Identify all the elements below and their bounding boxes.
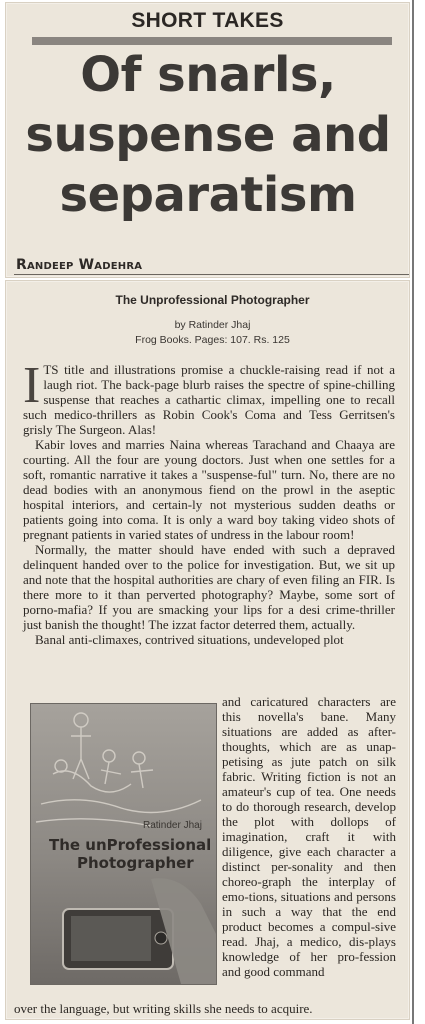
headline-line-3: separatism: [59, 167, 357, 223]
byline: [16, 257, 142, 273]
article-paragraph-3: Normally, the matter should have ended with such a depraved delinquent handed over to the police for investigation. But, we sit up and note that the hospital authorities are chary of even filing an FIR. Is there more to it than perverted photography? Maybe, some sort of porno-mafia? If you are smacking your lips for a desi crime-thriller just banish the thought! The izzat factor deterred them, actually.: [23, 542, 395, 632]
book-title: The Unprofessional Photographer: [115, 293, 310, 307]
article-paragraph-4-side: and caricatured characters are this novella's bane. Many situations are added as after-thoughts, which are as unap-petising as jute patch on silk fabric. Writing fiction is not an amateur's cup of tea. One needs to do thorough research, develop the plot with dollops of imagination, craft it with diligence, give each character a distinct per-sonality and then choreo-graph the interplay of emo-tions, situations and persons in such a way that the end product becomes a compul-sive read. Jhaj, a medico, dis-plays knowledge of her pro-fession and good command: [222, 694, 396, 979]
byline-name: Randeep Wadehra: [16, 257, 143, 273]
section-rule: [32, 37, 392, 45]
book-publisher-info: Frog Books. Pages: 107. Rs. 125: [135, 334, 290, 346]
headline-line-1: Of snarls,: [80, 47, 336, 103]
book-cover-image: [30, 703, 217, 985]
drop-cap: I: [23, 357, 41, 414]
cover-author: Ratinder Jhaj: [143, 820, 202, 831]
headline: [12, 45, 404, 225]
headline-clipping: [5, 2, 410, 278]
article-body-side-column: [222, 694, 396, 979]
section-tag: SHORT TAKES: [131, 9, 284, 32]
byline-rule: [14, 274, 409, 275]
cover-title-line-1: The unProfessional: [49, 836, 212, 854]
article-last-line: over the language, but writing skills she needs to acquire.: [14, 1001, 313, 1016]
headline-line-2: suspense and: [25, 107, 391, 163]
cover-title-line-2: Photographer: [77, 854, 194, 872]
book-author: by Ratinder Jhaj: [174, 319, 251, 331]
article-body-main: [23, 357, 395, 647]
article-paragraph-2: Kabir loves and marries Naina whereas Tarachand and Chaaya are courting. All the four are young doctors. Just when one settles for a soft, romantic narrative it takes a "suspense-ful" turn. No, there are no dead bodies with an anonymous fiend on the prowl in the aseptic hospital interiors, and certain-ly not mysterious sudden deaths or patients going into coma. It is only a ward boy taking video shots of pregnant patients in varied states of undress in the labour room!: [23, 437, 395, 542]
article-paragraph-4-start: Banal anti-climaxes, contrived situations, undeveloped plot: [35, 632, 344, 647]
clipping-edge-line: [412, 0, 414, 1024]
article-paragraph-1: [23, 357, 395, 437]
paragraph-1-text: TS title and illustrations promise a chuckle-raising read if not a laugh riot. The back-page blurb raises the spectre of spine-chilling suspense that reaches a cathartic climax, impelling one to recall such medico-thrillers as Robin Cook's Coma and Tess Gerritsen's grisly The Surgeon. Alas!: [23, 362, 395, 437]
